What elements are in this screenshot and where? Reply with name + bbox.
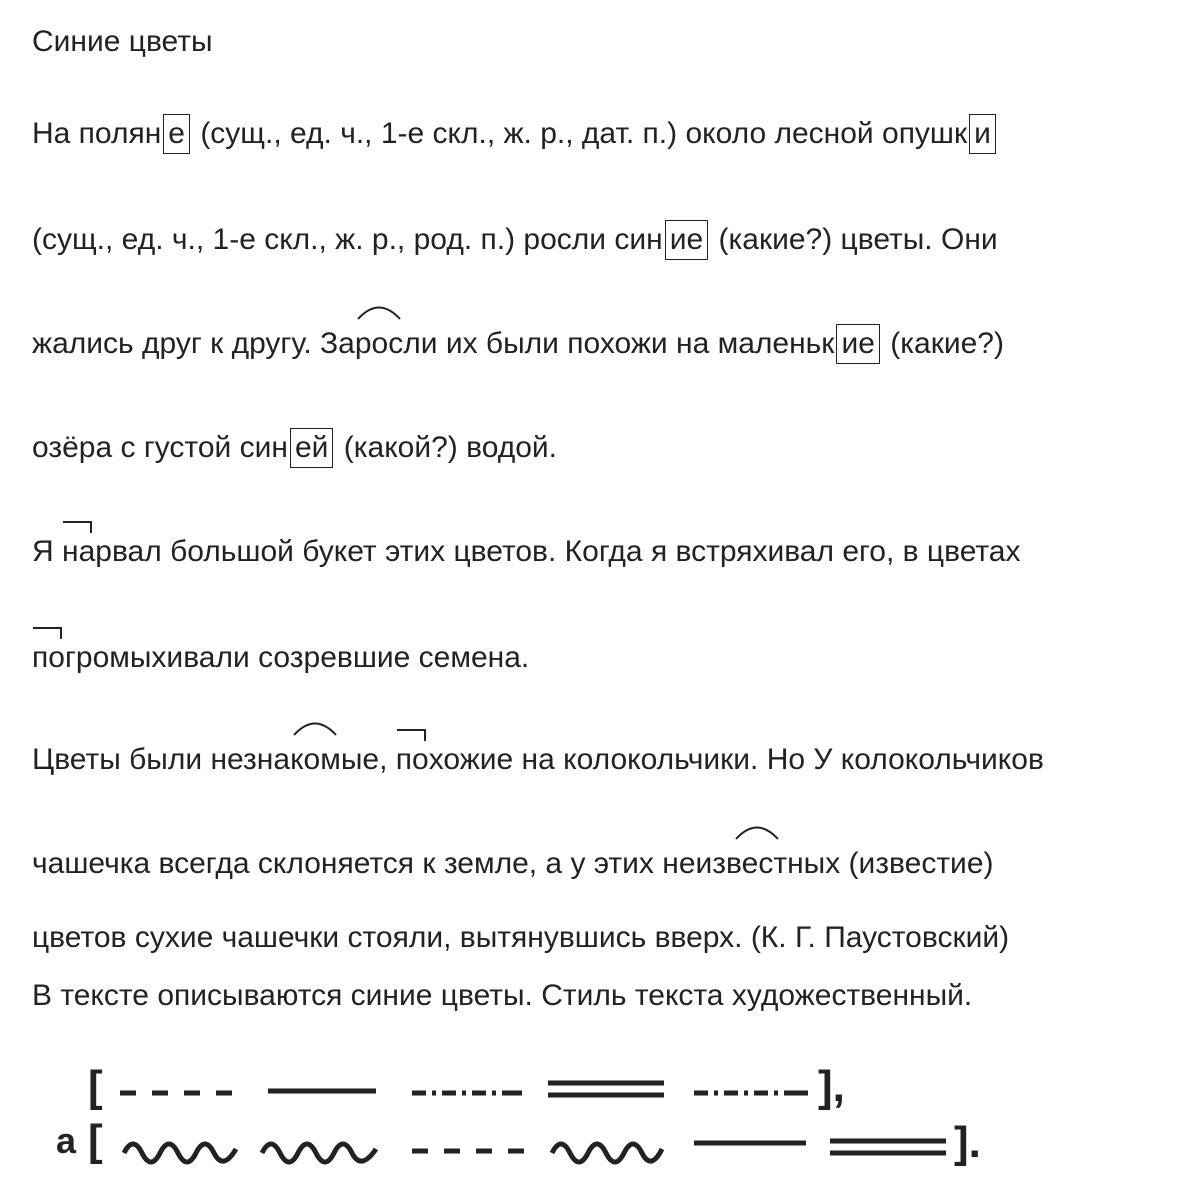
predicate-double-line-mark — [548, 1083, 664, 1095]
text: (сущ., ед. ч., 1-е скл., ж. р., род. п.) росли син — [32, 223, 663, 256]
root-arc-icon — [283, 720, 347, 736]
prefix-morpheme: на — [62, 534, 95, 570]
text: хожие на колокольчики. Но У колокольчиков — [428, 743, 1044, 776]
text: ли их были похожи на маленьк — [403, 327, 835, 360]
text-line-1 — [32, 114, 998, 154]
text: жались друг к другу. За — [32, 327, 355, 360]
text-line-6 — [32, 640, 529, 676]
prefix-mark-icon — [32, 626, 62, 640]
predicate-double-line-mark — [830, 1141, 946, 1153]
conclusion: В тексте описываются синие цветы. Стиль текста художественный. — [32, 979, 973, 1012]
text-line-5 — [32, 534, 1021, 570]
text: Цветы были незна — [32, 743, 291, 776]
text: чашечка всегда склоняется к земле, а у этих неиз — [32, 847, 727, 880]
title: Синие цветы — [32, 25, 213, 58]
text-line-3 — [32, 324, 1004, 364]
ending-box: и — [969, 114, 996, 154]
bracket-open: [ — [88, 1062, 103, 1111]
attribute-wave-mark — [552, 1144, 662, 1162]
attribute-wave-mark — [124, 1144, 236, 1162]
text: озёра с густой син — [32, 431, 288, 464]
text: рвал большой букет этих цветов. Когда я встряхивал его, в цветах — [95, 535, 1021, 568]
root-morpheme: ком — [290, 742, 341, 778]
prefix-morpheme: по — [396, 742, 429, 778]
sentence-scheme — [0, 1055, 1199, 1175]
ending-box: ей — [290, 428, 333, 468]
root-morpheme: рос — [355, 326, 403, 362]
text: (сущ., ед. ч., 1-е скл., ж. р., дат. п.) около лесной опушк — [200, 117, 968, 150]
text: ных (известие) — [787, 847, 994, 880]
text: (какой?) водой. — [343, 431, 558, 464]
root-arc-icon — [727, 824, 787, 840]
text: (какие?) — [890, 327, 1004, 360]
text: громыхивали созревшие семена. — [64, 641, 530, 674]
attribute-wave-mark — [262, 1144, 376, 1162]
text: ые, — [340, 743, 396, 776]
text-line-2 — [32, 220, 998, 260]
root-arc-icon — [356, 304, 402, 320]
ending-box: ие — [836, 324, 879, 364]
text-line-4 — [32, 428, 557, 468]
prefix-morpheme: по — [32, 640, 65, 676]
text: На полян — [32, 117, 162, 150]
bracket-close: ]. — [954, 1118, 981, 1167]
prefix-mark-icon — [62, 520, 92, 534]
conjunction-label: а — [56, 1120, 77, 1161]
ending-box: е — [163, 114, 190, 154]
text-line-7 — [32, 742, 1044, 778]
ending-box: ие — [665, 220, 708, 260]
bracket-open: [ — [88, 1116, 103, 1165]
text: (какие?) цветы. Они — [718, 223, 998, 256]
prefix-mark-icon — [396, 728, 426, 742]
text: Я — [32, 535, 62, 568]
text-line-9: цветов сухие чашечки стояли, вытянувшись вверх. (К. Г. Паустовский) — [32, 921, 1010, 954]
text-line-8 — [32, 846, 994, 882]
root-morpheme: вест — [726, 846, 787, 882]
bracket-close: ], — [818, 1062, 845, 1111]
